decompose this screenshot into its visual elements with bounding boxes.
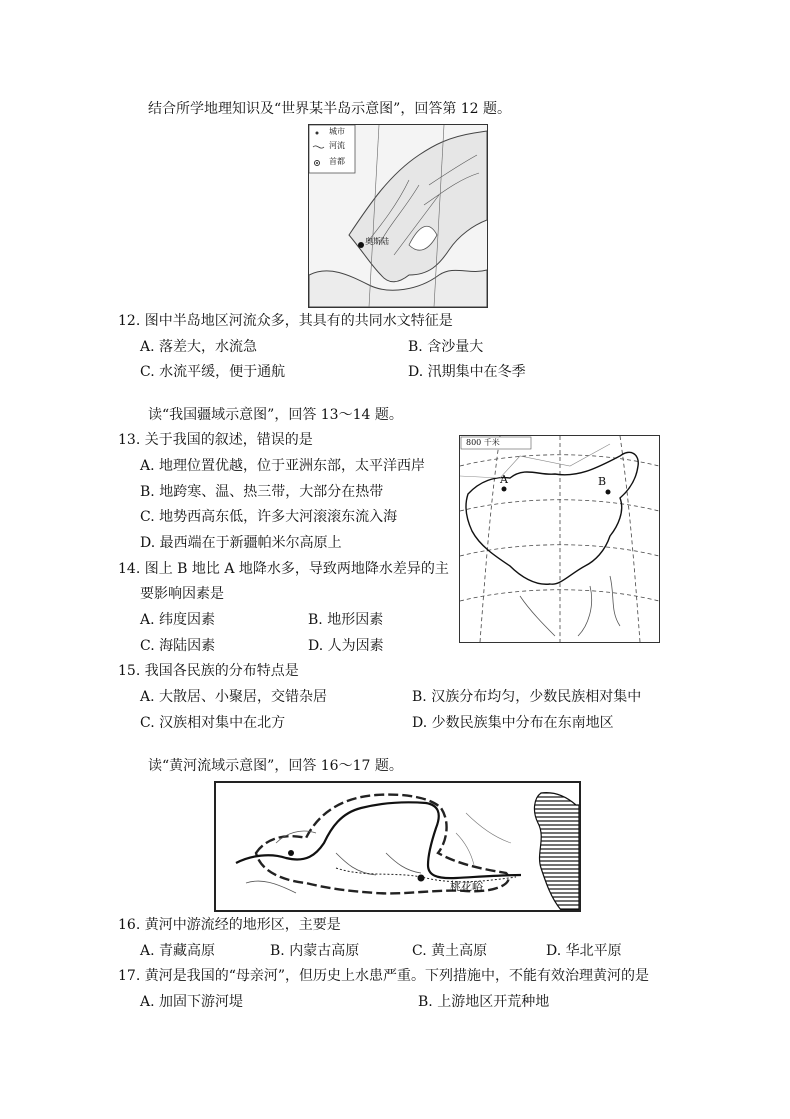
peninsula-map-drawing — [309, 125, 487, 307]
legend-capital-label: 首都 — [329, 157, 345, 166]
question-17-stem: 17. 黄河是我国的“母亲河”，但历史上水患严重。下列措施中，不能有效治理黄河的是 — [118, 968, 650, 984]
question-13-stem: 13. 关于我国的叙述，错误的是 — [118, 432, 313, 448]
map2-scale-label: 800 千米 — [466, 438, 500, 447]
q13-option-b: B. 地跨寒、温、热三带，大部分在热带 — [140, 484, 384, 500]
q12-option-a: A. 落差大，水流急 — [140, 339, 258, 355]
question-16-stem: 16. 黄河中游流经的地形区，主要是 — [118, 917, 341, 933]
question-14-stem: 14. 图上 B 地比 A 地降水多，导致两地降水差异的主 — [118, 561, 449, 577]
intro-text-q16-17: 读“黄河流域示意图”，回答 16～17 题。 — [148, 758, 403, 774]
intro-text-q12: 结合所学地理知识及“世界某半岛示意图”，回答第 12 题。 — [148, 101, 512, 117]
q12-option-d: D. 汛期集中在冬季 — [408, 364, 526, 380]
q17-option-b: B. 上游地区开荒种地 — [418, 994, 550, 1010]
q14-option-c: C. 海陆因素 — [140, 638, 216, 654]
question-15-stem: 15. 我国各民族的分布特点是 — [118, 663, 299, 679]
yellow-river-map-drawing — [216, 783, 579, 910]
q15-option-b: B. 汉族分布均匀，少数民族相对集中 — [412, 689, 642, 705]
china-map-drawing — [460, 436, 659, 642]
legend-river-label: 河流 — [329, 141, 345, 150]
q15-option-c: C. 汉族相对集中在北方 — [140, 715, 286, 731]
legend-city-label: 城市 — [329, 127, 345, 136]
q14-option-a: A. 纬度因素 — [140, 612, 216, 628]
intro-text-q13-14: 读“我国疆域示意图”，回答 13～14 题。 — [148, 407, 403, 423]
q17-option-a: A. 加固下游河堤 — [140, 994, 244, 1010]
question-12-stem: 12. 图中半岛地区河流众多，其具有的共同水文特征是 — [118, 313, 453, 329]
q13-option-c: C. 地势西高东低，许多大河滚滚东流入海 — [140, 509, 398, 525]
point-b-label: B — [598, 475, 607, 488]
q13-option-d: D. 最西端在于新疆帕米尔高原上 — [140, 535, 342, 551]
yellow-river-map — [214, 781, 581, 912]
question-14-stem-cont: 要影响因素是 — [140, 586, 224, 602]
q16-option-b: B. 内蒙古高原 — [270, 943, 360, 959]
q12-option-b: B. 含沙量大 — [408, 339, 484, 355]
peninsula-map — [308, 124, 488, 308]
taohuayu-label: 桃花峪 — [450, 880, 483, 893]
q12-option-c: C. 水流平缓，便于通航 — [140, 364, 286, 380]
point-a-label: A — [500, 473, 508, 486]
q14-option-b: B. 地形因素 — [308, 612, 384, 628]
q16-option-d: D. 华北平原 — [546, 943, 622, 959]
china-territory-map — [459, 435, 660, 643]
q15-option-d: D. 少数民族集中分布在东南地区 — [412, 715, 614, 731]
q13-option-a: A. 地理位置优越，位于亚洲东部，太平洋西岸 — [140, 458, 426, 474]
q15-option-a: A. 大散居、小聚居，交错杂居 — [140, 689, 328, 705]
capital-label-oslo: 奥斯陆 — [365, 237, 389, 246]
q14-option-d: D. 人为因素 — [308, 638, 384, 654]
q16-option-c: C. 黄土高原 — [412, 943, 488, 959]
q16-option-a: A. 青藏高原 — [140, 943, 216, 959]
